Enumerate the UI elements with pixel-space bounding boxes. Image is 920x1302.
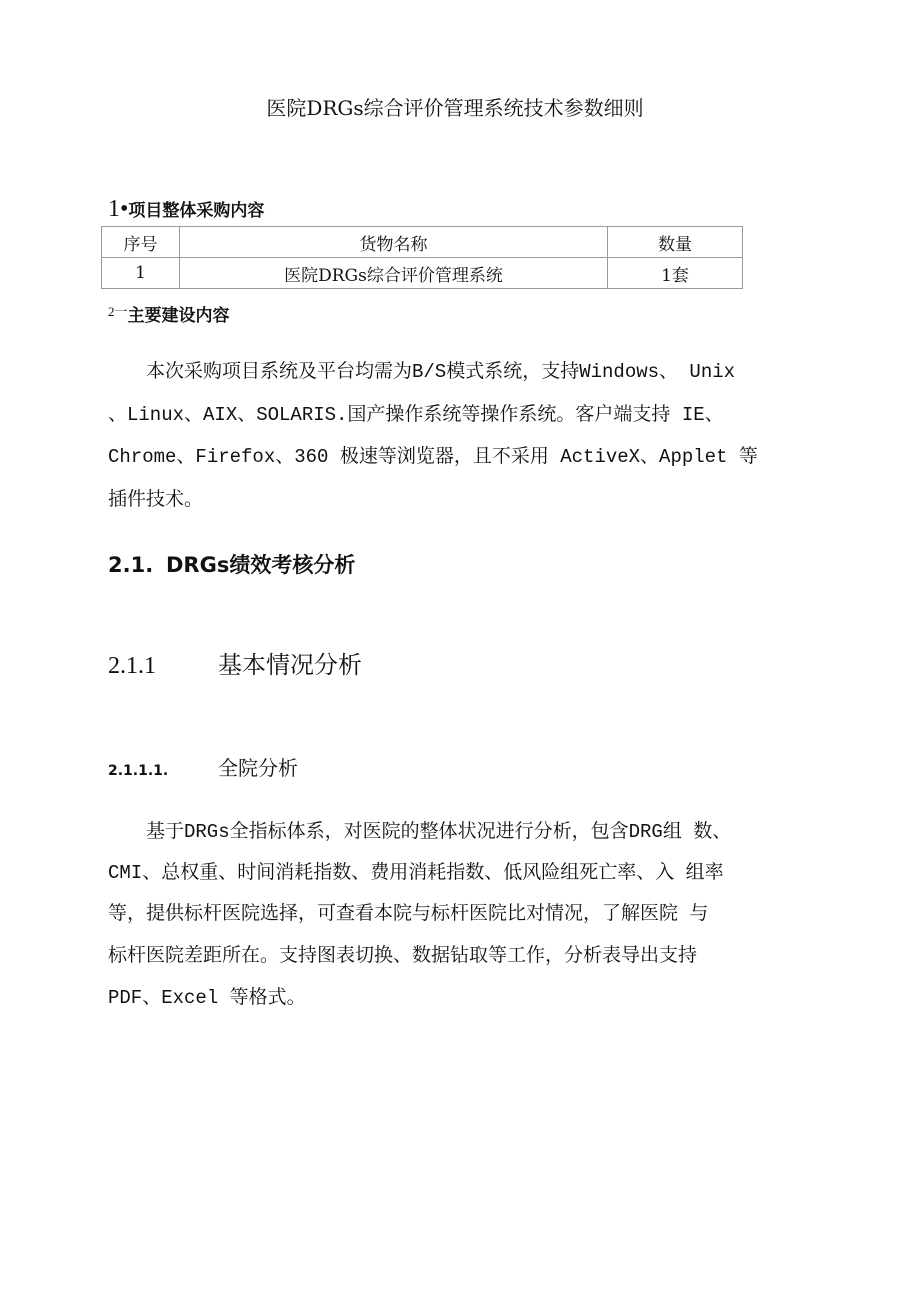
section-2-heading xyxy=(108,301,230,326)
paragraph-line: 等，提供标杆医院选择，可查看本院与标杆医院比对情况，了解医院 与 xyxy=(108,903,709,925)
section-number: 2一 xyxy=(108,304,128,319)
section-1-heading xyxy=(108,196,264,223)
section-title: 主要建设内容 xyxy=(127,306,230,326)
table-row xyxy=(102,258,743,289)
paragraph-line: 基于DRGs全指标体系，对医院的整体状况进行分析，包含DRG组 数、 xyxy=(108,821,732,843)
header-cell: 数量 xyxy=(608,227,743,258)
section-title: 项目整体采购内容 xyxy=(128,201,265,221)
procurement-table xyxy=(101,226,743,289)
paragraph-line: 、Linux、AIX、SOLARIS.国产操作系统等操作系统。客户端支持 IE、 xyxy=(108,404,724,426)
heading-2-1-1 xyxy=(108,645,362,680)
heading-title: 基本情况分析 xyxy=(218,651,362,679)
header-cell: 货物名称 xyxy=(180,227,608,258)
document-title: 医院DRGs综合评价管理系统技术参数细则 xyxy=(266,96,644,120)
heading-title: 全院分析 xyxy=(218,756,298,780)
paragraph-line: 标杆医院差距所在。支持图表切换、数据钻取等工作，分析表导出支持 xyxy=(108,945,698,967)
section-number: 1• xyxy=(108,196,129,222)
heading-2-1 xyxy=(108,549,355,579)
table-cell: 医院DRGs综合评价管理系统 xyxy=(180,258,608,289)
paragraph-line: CMI、总权重、时间消耗指数、费用消耗指数、低风险组死亡率、入 组率 xyxy=(108,862,724,884)
header-cell: 序号 xyxy=(102,227,180,258)
paragraph-line: 本次采购项目系统及平台均需为B/S模式系统，支持Windows、 Unix xyxy=(108,361,736,383)
paragraph-line: 插件技术。 xyxy=(108,489,204,511)
heading-title: DRGs绩效考核分析 xyxy=(166,553,356,577)
paragraph-line: Chrome、Firefox、360 极速等浏览器，且不采用 ActiveX、Applet 等 xyxy=(108,446,758,468)
heading-number: 2.1.1 xyxy=(108,653,156,679)
table-cell: 1套 xyxy=(608,258,743,289)
heading-2-1-1-1 xyxy=(108,752,298,781)
table-header-row xyxy=(102,227,743,258)
table-cell: 1 xyxy=(102,258,180,289)
heading-number: 2.1. xyxy=(108,553,154,577)
heading-number: 2.1.1.1. xyxy=(108,763,169,779)
paragraph-line: PDF、Excel 等格式。 xyxy=(108,987,306,1009)
